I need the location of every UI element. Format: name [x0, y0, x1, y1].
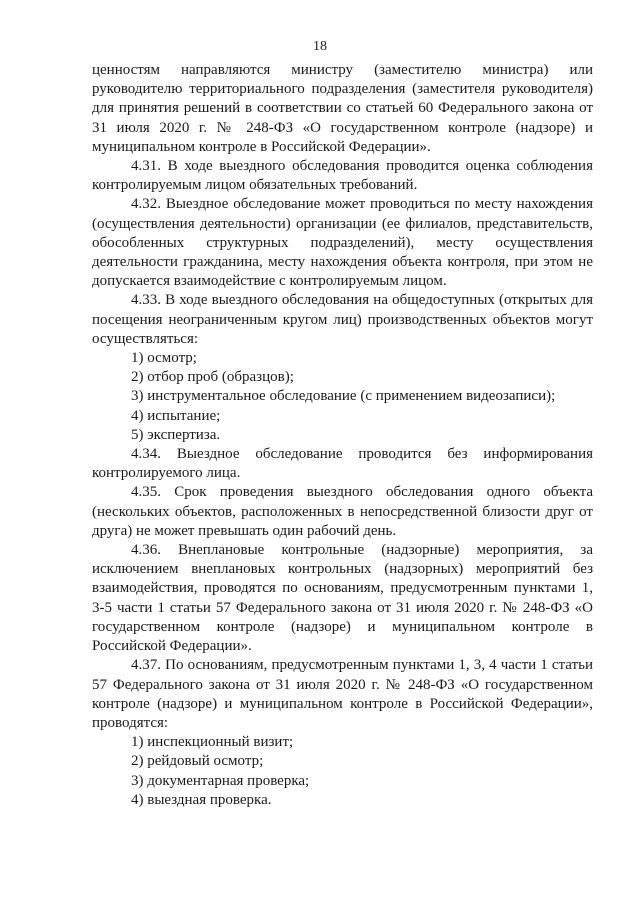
paragraph-continuation: ценностям направляются министру (заместителю министра) или руководителю территориального подразделения (заместителя руководителя) для принятия решений в соответствии со статьей 60 Федерального закона от 31 июля 2020 г. № 248-ФЗ «О государственном контроле (надзоре) и муниципальном контроле в Российской Федерации».	[92, 62, 593, 155]
document-body	[92, 61, 593, 810]
list-item-sampling: 2) отбор проб (образцов);	[131, 369, 294, 386]
paragraph-4-35: 4.35. Срок проведения выездного обследования одного объекта (нескольких объектов, расположенных в непосредственной близости друг от друга) не может превышать один рабочий день.	[92, 484, 593, 539]
paragraph-4-33: 4.33. В ходе выездного обследования на общедоступных (открытых для посещения неограниченным кругом лиц) производственных объектов могут осуществляться:	[92, 292, 593, 347]
list-item-inspection: 1) осмотр;	[131, 350, 197, 367]
page-number: 18	[313, 39, 327, 54]
paragraph-4-36: 4.36. Внеплановые контрольные (надзорные) мероприятия, за исключением внеплановых контрольных (надзорных) мероприятий без взаимодействия, проводятся по основаниям, предусмотренным пунктами 1, 3-5 части 1 статьи 57 Федерального закона от 31 июля 2020 г. № 248-ФЗ «О государственном контроле (надзоре) и муниципальном контроле в Российской Федерации».	[92, 542, 593, 655]
list-item-onsite-check: 4) выездная проверка.	[131, 791, 272, 808]
list-item-raid-inspection: 2) рейдовый осмотр;	[131, 753, 264, 770]
list-item-instrumental: 3) инструментальное обследование (с применением видеозаписи);	[131, 388, 556, 405]
paragraph-4-34: 4.34. Выездное обследование проводится без информирования контролируемого лица.	[92, 446, 593, 482]
list-item-testing: 4) испытание;	[131, 407, 221, 424]
paragraph-4-32: 4.32. Выездное обследование может проводиться по месту нахождения (осуществления деятельности) организации (ее филиалов, представительств, обособленных структурных подразделений), месту осуществления деятельности гражданина, месту нахождения объекта контроля, при этом не допускается взаимодействие с контролируемым лицом.	[92, 196, 593, 290]
paragraph-4-31: 4.31. В ходе выездного обследования проводится оценка соблюдения контролируемым лицом обязательных требований.	[92, 158, 593, 194]
list-item-inspection-visit: 1) инспекционный визит;	[131, 734, 294, 751]
list-item-documentary-check: 3) документарная проверка;	[131, 772, 310, 789]
paragraph-4-37: 4.37. По основаниям, предусмотренным пунктами 1, 3, 4 части 1 статьи 57 Федерального закона от 31 июля 2020 г. № 248-ФЗ «О государственном контроле (надзоре) и муниципальном контроле в Российской Федерации», проводятся:	[92, 657, 593, 731]
list-item-expertise: 5) экспертиза.	[131, 426, 221, 443]
